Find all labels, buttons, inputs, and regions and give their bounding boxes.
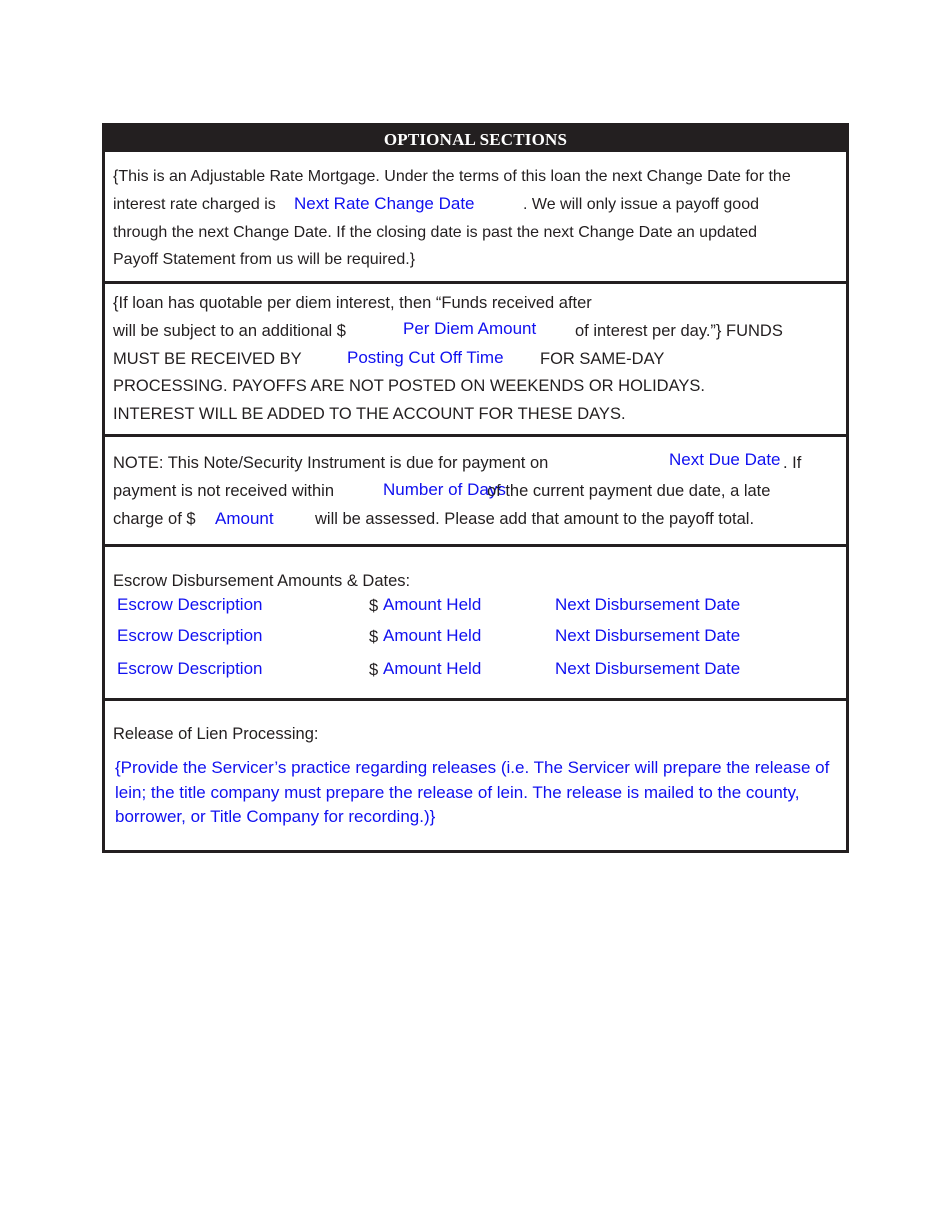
sec3-line2b: of the current payment due date, a late <box>487 482 771 500</box>
sec3-line1a: NOTE: This Note/Security Instrument is due for payment on <box>113 454 549 472</box>
per-diem-amount-field[interactable]: Per Diem Amount <box>403 319 537 338</box>
currency-symbol: $ <box>369 628 379 646</box>
sec2-line4: PROCESSING. PAYOFFS ARE NOT POSTED ON WEEKENDS OR HOLIDAYS. <box>113 377 705 395</box>
currency-symbol: $ <box>369 597 379 615</box>
sec1-line1: {This is an Adjustable Rate Mortgage. Under the terms of this loan the next Change Date for the <box>113 168 791 185</box>
sec1-line4: Payoff Statement from us will be required.} <box>113 251 416 268</box>
section-header: OPTIONAL SECTIONS <box>105 126 846 152</box>
sec2-line1: {If loan has quotable per diem interest, then “Funds received after <box>113 294 592 312</box>
late-charge-amount-field[interactable]: Amount <box>215 509 274 528</box>
number-of-days-field[interactable]: Number of Days <box>383 480 506 499</box>
divider <box>105 281 846 284</box>
amount-held-field[interactable]: Amount Held <box>383 626 482 645</box>
amount-held-field[interactable]: Amount Held <box>383 595 482 614</box>
escrow-title: Escrow Disbursement Amounts & Dates: <box>113 572 411 590</box>
release-title: Release of Lien Processing: <box>113 725 319 743</box>
sec2-line3b: FOR SAME-DAY <box>540 350 665 368</box>
escrow-description-field[interactable]: Escrow Description <box>117 595 263 614</box>
sec1-line2b: . We will only issue a payoff good <box>523 196 759 213</box>
sec3-line2a: payment is not received within <box>113 482 335 500</box>
escrow-description-field[interactable]: Escrow Description <box>117 659 263 678</box>
sec1-line2a: interest rate charged is <box>113 196 276 213</box>
escrow-description-field[interactable]: Escrow Description <box>117 626 263 645</box>
sec2-line2a: will be subject to an additional $ <box>113 322 346 340</box>
sec2-line2b: of interest per day.”} FUNDS <box>575 322 783 340</box>
release-practice-field[interactable]: {Provide the Servicer’s practice regarding releases (i.e. The Servicer will prepare the release of lein; the title company must prepare the release of lein. The release is mailed to the county, borrower, or Title Company for recording.)} <box>115 758 830 826</box>
sec3-line3b: will be assessed. Please add that amount to the payoff total. <box>315 510 755 528</box>
sec2-line5: INTEREST WILL BE ADDED TO THE ACCOUNT FOR THESE DAYS. <box>113 405 626 423</box>
next-rate-change-date-field[interactable]: Next Rate Change Date <box>294 194 475 213</box>
sec2-line3a: MUST BE RECEIVED BY <box>113 350 302 368</box>
next-disbursement-date-field[interactable]: Next Disbursement Date <box>555 626 741 645</box>
sec3-line1b: . If <box>783 454 802 472</box>
sec1-line3: through the next Change Date. If the closing date is past the next Change Date an updated <box>113 224 757 241</box>
next-due-date-field[interactable]: Next Due Date <box>669 450 781 469</box>
currency-symbol: $ <box>369 661 379 679</box>
optional-sections-box <box>102 123 849 853</box>
posting-cut-off-time-field[interactable]: Posting Cut Off Time <box>347 348 504 367</box>
sec3-line3a: charge of $ <box>113 510 196 528</box>
divider <box>105 434 846 437</box>
next-disbursement-date-field[interactable]: Next Disbursement Date <box>555 659 741 678</box>
divider <box>105 698 846 701</box>
divider <box>105 544 846 547</box>
next-disbursement-date-field[interactable]: Next Disbursement Date <box>555 595 741 614</box>
amount-held-field[interactable]: Amount Held <box>383 659 482 678</box>
